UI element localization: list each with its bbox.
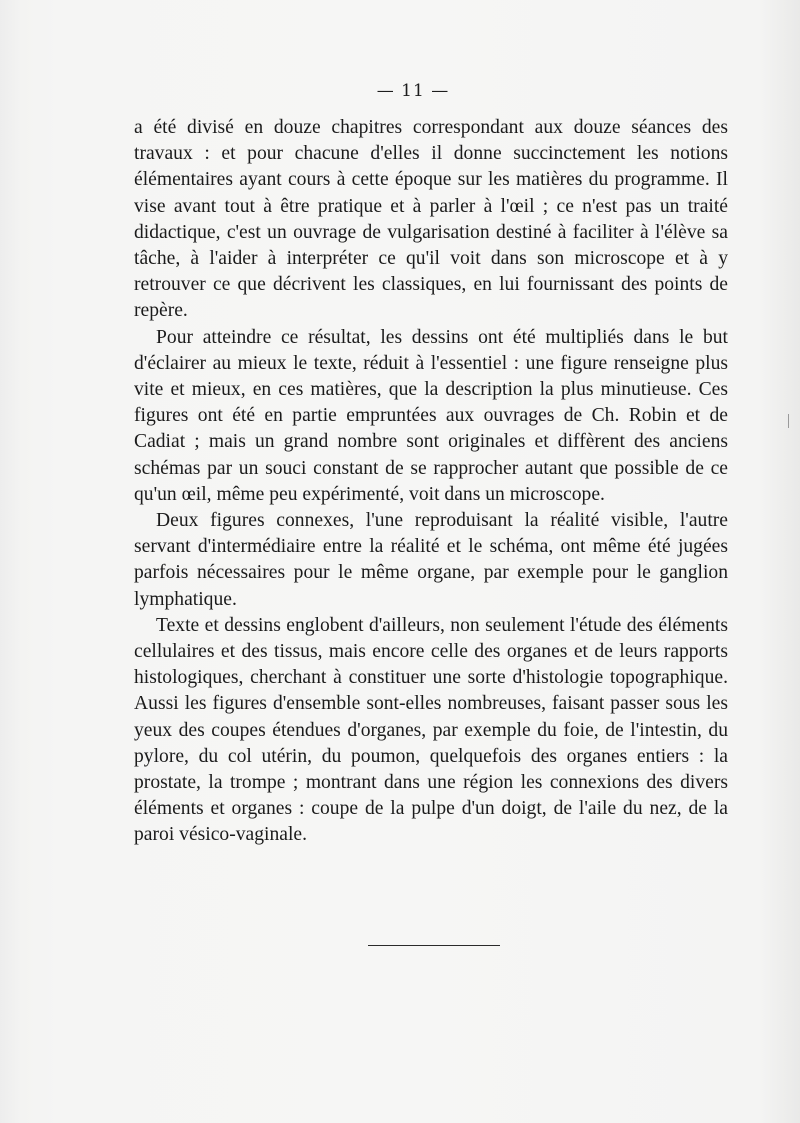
page-number: — 11 — xyxy=(376,81,450,101)
margin-mark xyxy=(788,414,789,428)
body-text xyxy=(134,115,728,849)
section-divider-rule xyxy=(368,945,500,946)
paragraph-4: Texte et dessins englobent d'ailleurs, non seulement l'étude des éléments cellulaires et des tissus, mais encore celle des organes et de leurs rapports histologiques, cherchant à constituer une sorte d'histologie topographique. Aussi les figures d'ensemble sont-elles nombreuses, faisant passer sous les yeux des coupes étendues d'organes, par exemple du foie, de l'intestin, du pylore, du col utérin, du poumon, quelquefois des organes entiers : la prostate, la trompe ; montrant dans une région les connexions des divers éléments et organes : coupe de la pulpe d'un doigt, de l'aile du nez, de la paroi vésico-vaginale. xyxy=(134,614,728,846)
paragraph-2: Pour atteindre ce résultat, les dessins ont été multipliés dans le but d'éclairer au mieux le texte, réduit à l'essentiel : une figure renseigne plus vite et mieux, en ces matières, que la description la plus minutieuse. Ces figures ont été en partie empruntées aux ouvrages de Ch. Robin et de Cadiat ; mais un grand nombre sont originales et diffèrent des anciens schémas par un souci constant de se rapprocher autant que possible de ce qu'un œil, même peu expérimenté, voit dans un microscope. xyxy=(134,326,728,505)
paragraph-3: Deux figures connexes, l'une reproduisant la réalité visible, l'autre servant d'intermédiaire entre la réalité et le schéma, ont même été jugées parfois nécessaires pour le même organe, par exemple pour le ganglion lymphatique. xyxy=(134,510,728,610)
paragraph-1: a été divisé en douze chapitres correspondant aux douze séances des travaux : et pour chacune d'elles il donne succinctement les notions élémentaires ayant cours à cette époque sur les matières du programme. Il vise avant tout à être pratique et à parler à l'œil ; ce n'est pas un traité didactique, c'est un ouvrage de vulgarisation destiné à faciliter à l'élève sa tâche, à l'aider à interpréter ce qu'il voit dans son microscope et à y retrouver ce que décrivent les classiques, en lui fournissant des points de repère. xyxy=(134,117,728,322)
